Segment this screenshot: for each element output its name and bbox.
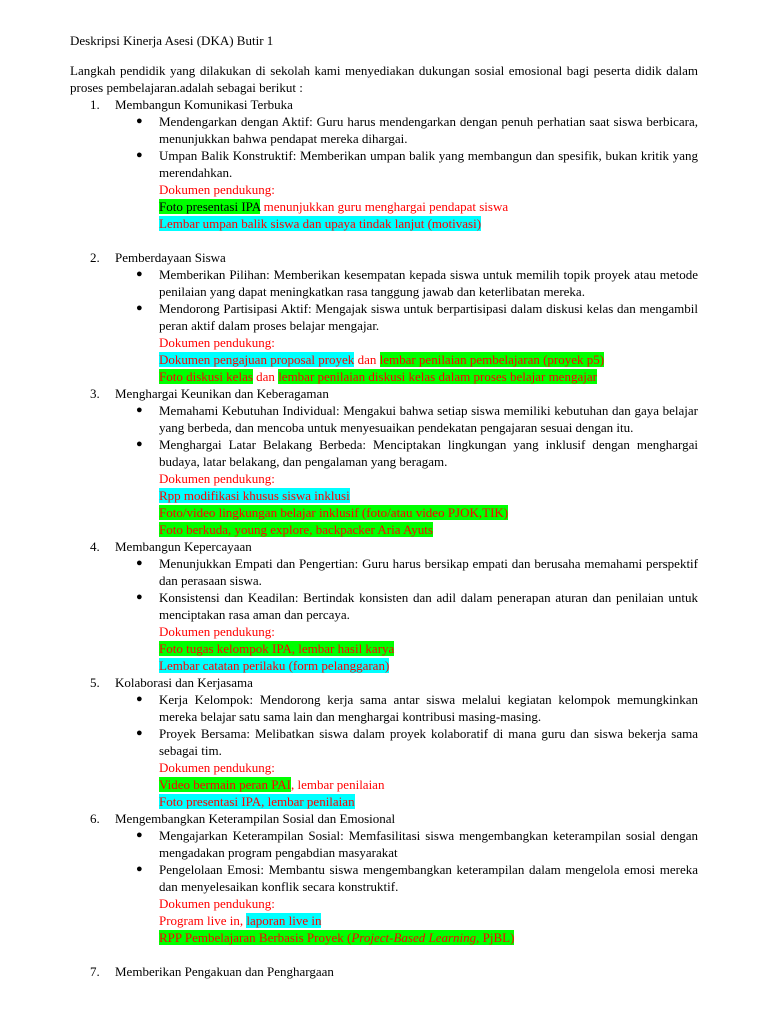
document-line [159, 776, 698, 793]
section-number: 6. [90, 811, 100, 826]
section-number: 5. [90, 675, 100, 690]
document-highlight: Foto diskusi kelas [159, 369, 253, 384]
bullet-item [115, 436, 698, 470]
section-heading: Menghargai Keunikan dan Keberagaman [115, 386, 329, 401]
bullet-item [115, 725, 698, 759]
section-number: 1. [90, 97, 100, 112]
document-line [159, 929, 698, 946]
bullet-text: Menunjukkan Empati dan Pengertian: Guru harus bersikap empati dan berusaha memahami perspektif dan perasaan siswa. [159, 556, 698, 588]
bullet-icon: ● [136, 268, 143, 280]
supporting-documents-label: Dokumen pendukung: [159, 896, 275, 911]
supporting-documents [115, 895, 698, 946]
bullet-text: Mendorong Partisipasi Aktif: Mengajak siswa untuk berpartisipasi dalam diskusi kelas dan mengambil peran aktif dalam proses belajar mengajar. [159, 301, 698, 333]
bullet-text: Mengajarkan Keterampilan Sosial: Memfasilitasi siswa mengembangkan keterampilan sosial dengan mengadakan program pengabdian masyarakat [159, 828, 698, 860]
document-line [159, 215, 698, 232]
bullet-icon: ● [136, 149, 143, 161]
document-highlight: Foto presentasi IPA, lembar penilaian [159, 794, 355, 809]
section-heading: Pemberdayaan Siswa [115, 250, 226, 265]
bullet-text: Pengelolaan Emosi: Membantu siswa mengembangkan keterampilan dalam mengelola emosi mereka dan menyelesaikan konflik secara konstruktif. [159, 862, 698, 894]
document-highlight: Video bermain peran PAI [159, 777, 291, 792]
bullet-item [115, 402, 698, 436]
document-highlight: lembar penilaian diskusi kelas dalam proses belajar mengajar [278, 369, 597, 384]
bullet-icon: ● [136, 115, 143, 127]
bullet-icon: ● [136, 829, 143, 841]
bullet-text: Memahami Kebutuhan Individual: Mengakui bahwa setiap siswa memiliki kebutuhan dan gaya belajar yang berbeda, dan mencoba untuk menyesuaikan pendekatan pengajaran sesuai dengan itu. [159, 403, 698, 435]
document-highlight: Lembar catatan perilaku (form pelanggaran) [159, 658, 390, 673]
supporting-documents [115, 334, 698, 385]
bullet-text: Kerja Kelompok: Mendorong kerja sama antar siswa melalui kegiatan kelompok memungkinkan mereka belajar satu sama lain dan menghargai kontribusi masing-masing. [159, 692, 698, 724]
document-highlight: Lembar umpan balik siswa dan upaya tindak lanjut (motivasi) [159, 216, 482, 231]
section-7 [70, 963, 698, 980]
document-highlight: Foto berkuda, young explore, backpacker Aria Ayuts [159, 522, 433, 537]
document-text-italic: Project-Based Learning, [351, 930, 480, 945]
bullet-icon: ● [136, 557, 143, 569]
bullet-list [115, 827, 698, 895]
section-list [70, 96, 698, 980]
supporting-documents-label: Dokumen pendukung: [159, 471, 275, 486]
supporting-documents-label: Dokumen pendukung: [159, 624, 275, 639]
document-line [159, 912, 698, 929]
section-5 [70, 674, 698, 810]
intro-paragraph: Langkah pendidik yang dilakukan di sekolah kami menyediakan dukungan sosial emosional bagi peserta didik dalam proses pembelajaran.adalah sebagai berikut : [70, 63, 698, 95]
supporting-documents-label: Dokumen pendukung: [159, 760, 275, 775]
supporting-documents [115, 759, 698, 810]
bullet-icon: ● [136, 693, 143, 705]
bullet-icon: ● [136, 404, 143, 416]
bullet-text: Umpan Balik Konstruktif: Memberikan umpan balik yang membangun dan spesifik, bukan kritik yang merendahkan. [159, 148, 698, 180]
document-text: PjBL) [479, 930, 515, 945]
bullet-item [115, 266, 698, 300]
section-number: 2. [90, 250, 100, 265]
document-note: dan [252, 369, 279, 384]
document-line [159, 504, 698, 521]
bullet-icon: ● [136, 863, 143, 875]
bullet-text: Menghargai Latar Belakang Berbeda: Menciptakan lingkungan yang inklusif dengan menghargai budaya, latar belakang, dan pengalaman yang beragam. [159, 437, 698, 469]
bullet-item [115, 827, 698, 861]
bullet-item [115, 300, 698, 334]
bullet-icon: ● [136, 591, 143, 603]
bullet-icon: ● [136, 438, 143, 450]
section-2 [70, 249, 698, 385]
bullet-list [115, 402, 698, 470]
bullet-item [115, 589, 698, 623]
supporting-documents [115, 181, 698, 232]
document-highlight [159, 930, 514, 945]
bullet-item [115, 691, 698, 725]
document-highlight: Foto presentasi IPA [159, 199, 261, 214]
section-heading: Memberikan Pengakuan dan Penghargaan [115, 964, 334, 979]
bullet-list [115, 555, 698, 623]
supporting-documents [115, 470, 698, 538]
bullet-list [115, 113, 698, 181]
section-heading: Kolaborasi dan Kerjasama [115, 675, 253, 690]
document-note: , lembar penilaian [290, 777, 385, 792]
bullet-item [115, 113, 698, 147]
section-heading: Membangun Komunikasi Terbuka [115, 97, 293, 112]
document-title: Deskripsi Kinerja Asesi (DKA) Butir 1 [70, 33, 274, 48]
supporting-documents-label: Dokumen pendukung: [159, 182, 275, 197]
document-highlight: laporan live in [246, 913, 322, 928]
section-heading: Membangun Kepercayaan [115, 539, 252, 554]
document-line [159, 351, 698, 368]
bullet-item [115, 147, 698, 181]
document-note: Program live in, [159, 913, 247, 928]
document-highlight: Foto tugas kelompok IPA, lembar hasil karya [159, 641, 395, 656]
document-highlight: lembar penilaian pembelajaran (proyek p5) [379, 352, 605, 367]
document-line [159, 487, 698, 504]
bullet-list [115, 266, 698, 334]
document-highlight: Foto/video lingkungan belajar inklusif (foto/atau video PJOK,TIK) [159, 505, 509, 520]
document-note: dan [354, 352, 380, 367]
section-number: 3. [90, 386, 100, 401]
document-line [159, 793, 698, 810]
section-number: 4. [90, 539, 100, 554]
section-3 [70, 385, 698, 538]
section-number: 7. [90, 964, 100, 979]
document-line [159, 368, 698, 385]
bullet-list [115, 691, 698, 759]
bullet-item [115, 555, 698, 589]
document-line [159, 640, 698, 657]
supporting-documents-label: Dokumen pendukung: [159, 335, 275, 350]
document-text: RPP Pembelajaran Berbasis Proyek ( [159, 930, 352, 945]
bullet-item [115, 861, 698, 895]
document-line [159, 198, 698, 215]
bullet-icon: ● [136, 302, 143, 314]
document-highlight: Dokumen pengajuan proposal proyek [159, 352, 355, 367]
document-highlight: Rpp modifikasi khusus siswa inklusi [159, 488, 350, 503]
bullet-text: Mendengarkan dengan Aktif: Guru harus mendengarkan dengan penuh perhatian saat siswa berbicara, menunjukkan bahwa pendapat mereka dihargai. [159, 114, 698, 146]
section-1 [70, 96, 698, 232]
bullet-text: Konsistensi dan Keadilan: Bertindak konsisten dan adil dalam penerapan aturan dan penilaian untuk menciptakan rasa aman dan percaya. [159, 590, 698, 622]
section-6 [70, 810, 698, 946]
bullet-text: Memberikan Pilihan: Memberikan kesempatan kepada siswa untuk memilih topik proyek atau metode penilaian yang dapat meningkatkan rasa tanggung jawab dan keterlibatan mereka. [159, 267, 698, 299]
bullet-icon: ● [136, 727, 143, 739]
bullet-text: Proyek Bersama: Melibatkan siswa dalam proyek kolaboratif di mana guru dan siswa bekerja sama sebagai tim. [159, 726, 698, 758]
document-line [159, 521, 698, 538]
document-note: menunjukkan guru menghargai pendapat siswa [260, 199, 509, 214]
supporting-documents [115, 623, 698, 674]
section-heading: Mengembangkan Keterampilan Sosial dan Emosional [115, 811, 396, 826]
document-line [159, 657, 698, 674]
section-4 [70, 538, 698, 674]
